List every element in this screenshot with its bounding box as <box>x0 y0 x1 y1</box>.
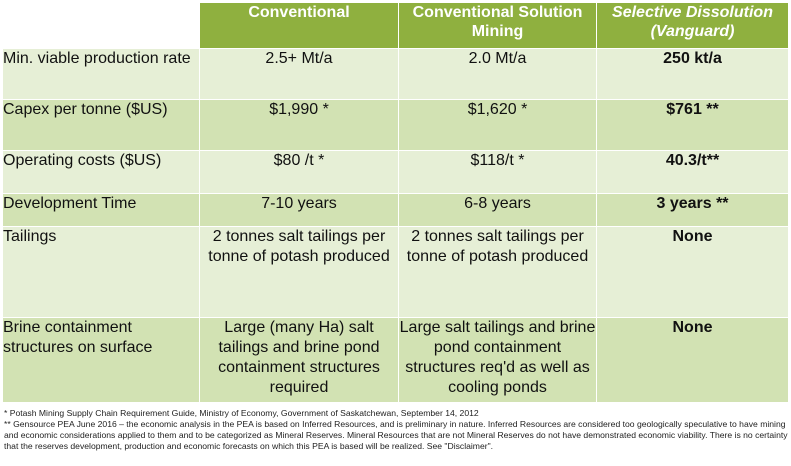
cell-solution-mining: $1,620 * <box>399 100 597 151</box>
header-blank <box>3 3 200 49</box>
cell-conventional: 2 tonnes salt tailings per tonne of potash produced <box>200 227 399 318</box>
table-row <box>3 227 789 318</box>
table-row <box>3 194 789 227</box>
comparison-table <box>2 2 789 403</box>
cell-solution-mining: 6-8 years <box>399 194 597 227</box>
table-row <box>3 49 789 100</box>
cell-conventional: $80 /t * <box>200 151 399 194</box>
cell-conventional: Large (many Ha) salt tailings and brine pond containment structures required <box>200 318 399 403</box>
header-conventional: Conventional <box>200 3 399 49</box>
cell-selective-dissolution: $761 ** <box>597 100 789 151</box>
cell-conventional: 7-10 years <box>200 194 399 227</box>
row-label: Capex per tonne ($US) <box>3 100 200 151</box>
table-row <box>3 100 789 151</box>
row-label: Tailings <box>3 227 200 318</box>
header-selective-dissolution: Selective Dissolution (Vanguard) <box>597 3 789 49</box>
cell-selective-dissolution: None <box>597 318 789 403</box>
cell-solution-mining: 2.0 Mt/a <box>399 49 597 100</box>
row-label: Operating costs ($US) <box>3 151 200 194</box>
footnote-single-asterisk: * Potash Mining Supply Chain Requirement Guide, Ministry of Economy, Government of Saskatchewan, September 14, 2012 <box>4 408 479 418</box>
cell-solution-mining: Large salt tailings and brine pond containment structures req'd as well as cooling ponds <box>399 318 597 403</box>
cell-solution-mining: $118/t * <box>399 151 597 194</box>
row-label: Brine containment structures on surface <box>3 318 200 403</box>
table-row <box>3 318 789 403</box>
footnotes <box>4 408 788 452</box>
cell-conventional: $1,990 * <box>200 100 399 151</box>
cell-selective-dissolution: 3 years ** <box>597 194 789 227</box>
row-label: Min. viable production rate <box>3 49 200 100</box>
header-conventional-solution-mining: Conventional Solution Mining <box>399 3 597 49</box>
cell-selective-dissolution: 250 kt/a <box>597 49 789 100</box>
header-row <box>3 3 789 49</box>
cell-selective-dissolution: 40.3/t** <box>597 151 789 194</box>
row-label: Development Time <box>3 194 200 227</box>
table-row <box>3 151 789 194</box>
cell-selective-dissolution: None <box>597 227 789 318</box>
cell-solution-mining: 2 tonnes salt tailings per tonne of potash produced <box>399 227 597 318</box>
cell-conventional: 2.5+ Mt/a <box>200 49 399 100</box>
footnote-double-asterisk: ** Gensource PEA June 2016 – the economic analysis in the PEA is based on Inferred Resources, and is preliminary in nature. Inferred Resources are considered too geologically speculative to have mining and economic considerations applied to them and to be categorized as Mineral Reserves. Mineral Resources that are not Mineral Reserves do not have demonstrated economic viability. There is no certainty that the reserves development, production and economic forecasts on which this PEA is based will be realized. See "Disclaimer". <box>4 419 788 451</box>
